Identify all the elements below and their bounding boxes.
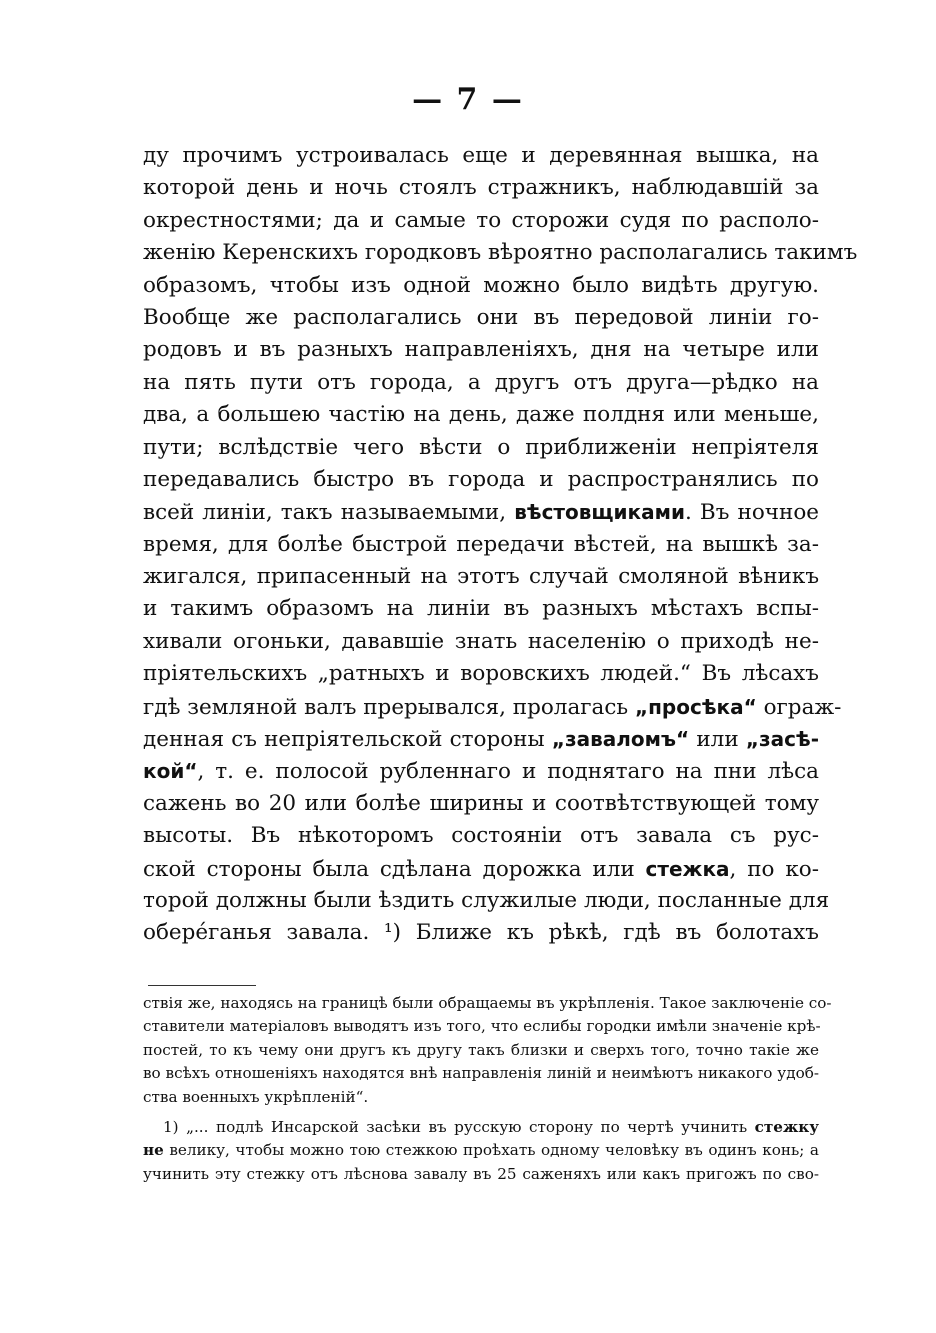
text-line: родовъ и въ разныхъ направленіяхъ, дня на четыре или	[143, 337, 819, 363]
text-line: два, а большею частію на день, даже полдня или меньше,	[143, 402, 819, 428]
text-line: жигался, припасенный на этотъ случай смоляной вѣникъ	[143, 564, 819, 590]
text-line: высоты. Въ нѣкоторомъ состояніи отъ завала съ рус-	[143, 823, 819, 849]
text-fragment: „... подлѣ Инсарской засѣки въ русскую сторону по чертѣ учинить	[178, 1117, 755, 1136]
text-fragment: ской стороны была сдѣлана дорожка или	[143, 856, 646, 882]
text-fragment: всей линіи, такъ называемыми,	[143, 500, 515, 526]
footnote-marker: 1)	[163, 1117, 179, 1136]
footnote-1-line	[143, 1139, 819, 1162]
text-line: окрестностями; да и самые то сторожи судя по располо-	[143, 207, 819, 233]
text-fragment: велику, чтобы можно тою стежкою проѣхать одному человѣку въ одинъ конь; а	[163, 1141, 819, 1160]
text-fragment: гдѣ земляной валъ прерывался, пролагась	[143, 694, 635, 720]
text-fragment: . Въ ночное	[684, 500, 820, 526]
text-line: Вообще же располагались они въ передовой линіи го-	[143, 304, 819, 330]
footnotes	[143, 992, 832, 1186]
footnote-1-line	[143, 1116, 819, 1139]
footnote-1-line: учинить эту стежку отъ лѣснова завалу въ 25 саженяхъ или какъ пригожъ по сво-	[143, 1164, 819, 1183]
term-stezhku: стежку	[754, 1117, 819, 1136]
footnote-line: ставители матеріаловъ выводятъ изъ того, что еслибы городки имѣли значеніе крѣ-	[143, 1017, 821, 1036]
text-fragment: или	[689, 727, 746, 753]
text-line: и такимъ образомъ на линіи въ разныхъ мѣстахъ вспы-	[143, 596, 819, 622]
footnote-line: ства военныхъ укрѣпленій“.	[143, 1087, 369, 1106]
footnote-line: постей, то къ чему они другъ къ другу такъ близки и сверхъ того, точно такіе же	[143, 1040, 819, 1059]
footnote-line: ствія же, находясь на границѣ были обращаемы въ укрѣпленія. Такое заключеніе со-	[143, 994, 832, 1012]
text-line	[143, 691, 842, 723]
text-line	[143, 496, 819, 528]
text-line: пріятельскихъ „ратныхъ и воровскихъ людей.“ Въ лѣсахъ	[143, 661, 819, 687]
footnote-line: во всѣхъ отношеніяхъ находятся внѣ направленія линій и неимѣютъ никакого удоб-	[143, 1064, 819, 1083]
term-zavalom: „заваломъ“	[551, 727, 690, 752]
text-line: на пять пути отъ города, а другъ отъ друга—рѣдко на	[143, 369, 819, 395]
text-fragment: ограж-	[756, 694, 842, 720]
footnote-gap	[143, 1109, 819, 1116]
term-stezhka: стежка	[645, 856, 730, 881]
text-line: хивали огоньки, дававшіе знать населенію о приходѣ не-	[143, 628, 819, 654]
text-line	[143, 853, 819, 885]
text-line: образомъ, чтобы изъ одной можно было видѣть другую.	[143, 272, 819, 298]
page-number: — 7 —	[412, 82, 524, 117]
text-line: время, для болѣе быстрой передачи вѣстей, на вышкѣ за-	[143, 531, 819, 557]
term-zaseka-part1: „засѣ-	[745, 727, 819, 752]
text-fragment: , т. е. полосой рубленнаго и поднятаго на пни лѣса	[197, 759, 819, 785]
text-line	[143, 723, 819, 755]
term-ne: не	[143, 1141, 164, 1160]
text-line: передавались быстро въ города и распространялись по	[143, 466, 819, 492]
text-line: пути; вслѣдствіе чего вѣсти о приближеніи непріятеля	[143, 434, 819, 460]
text-line: женію Керенскихъ городковъ вѣроятно располагались такимъ	[143, 240, 858, 266]
text-line	[143, 755, 819, 787]
term-proseka: „просѣка“	[634, 694, 757, 719]
text-fragment: денная съ непріятельской стороны	[143, 727, 552, 753]
text-line: торой должны были ѣздить служилые люди, посланные для	[143, 887, 830, 913]
main-text	[143, 140, 858, 950]
term-zaseka-part2: кой“	[143, 759, 198, 784]
footnote-separator	[148, 985, 256, 986]
text-line: которой день и ночь стоялъ стражникъ, наблюдавшій за	[143, 175, 819, 201]
text-line: оберéганья завала. ¹) Ближе къ рѣкѣ, гдѣ въ болотахъ	[143, 920, 819, 946]
text-line: ду прочимъ устроивалась еще и деревянная вышка, на	[143, 143, 819, 168]
term-vestovshchiki: вѣстовщиками	[514, 500, 685, 525]
text-line: сажень во 20 или болѣе ширины и соотвѣтствующей тому	[143, 790, 819, 816]
text-fragment: , по ко-	[729, 856, 819, 882]
